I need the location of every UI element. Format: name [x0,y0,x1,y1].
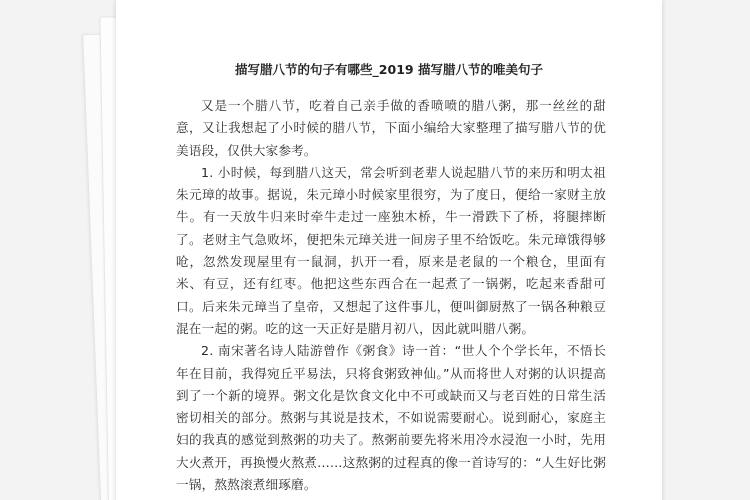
paragraph-2: 2. 南宋著名诗人陆游曾作《粥食》诗一首：“世人个个学长年，不悟长年在目前，我得宛丘平易法，只将食粥致神仙。”从而将世人对粥的认识提高到了一个新的境界。粥文化是饮食文化中不可或缺而又与老百姓的日常生活密切相关的部分。熬粥与其说是技术，不如说需要耐心。说到耐心，家庭主妇的我真的感觉到熬粥的功夫了。熬粥前要先将米用冷水浸泡一小时，先用大火煮开，再换慢火熬煮……这熬粥的过程真的像一首诗写的：“人生好比粥一锅，熬熬滚煮细琢磨。 [176,343,606,493]
paragraph-intro: 又是一个腊八节，吃着自己亲手做的香喷喷的腊八粥，那一丝丝的甜意，又让我想起了小时候的腊八节，下面小编给大家整理了描写腊八节的优美语段，仅供大家参考。 [176,98,606,158]
document-title: 描写腊八节的句子有哪些_2019 描写腊八节的唯美句子 [235,62,543,77]
document-body [176,95,606,496]
document-page [116,0,662,500]
paragraph-1: 1. 小时候，每到腊八这天，常会听到老辈人说起腊八节的来历和明太祖朱元璋的故事。据说，朱元璋小时候家里很穷，为了度日，便给一家财主放牛。有一天放牛归来时牵牛走过一座独木桥，牛一滑跌下了桥，将腿摔断了。老财主气急败坏，便把朱元璋关进一间房子里不给饭吃。朱元璋饿得够呛，忽然发现屋里有一鼠洞，扒开一看，原来是老鼠的一个粮仓，里面有米、有豆，还有红枣。他把这些东西合在一起煮了一锅粥，吃起来香甜可口。后来朱元璋当了皇帝，又想起了这件事儿，便叫御厨熬了一锅各种粮豆混在一起的粥。吃的这一天正好是腊月初八，因此就叫腊八粥。 [176,164,606,336]
